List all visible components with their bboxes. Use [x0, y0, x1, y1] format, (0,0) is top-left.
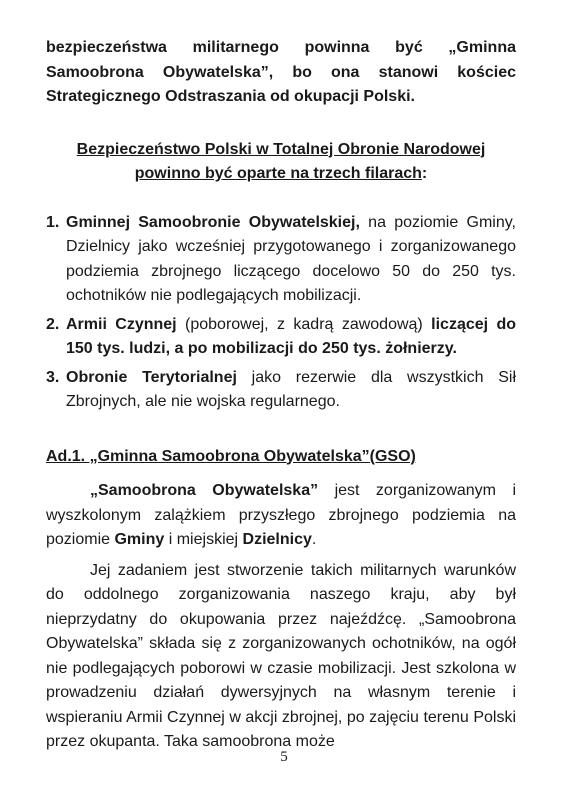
- pillar-description-bold: liczącej do 150 tys. ludzi, a po mobilizacji do 250 tys. żołnierzy.: [66, 315, 517, 357]
- pillar-title: Obronie Terytorialnej: [66, 368, 237, 386]
- paragraph-text: .: [311, 531, 317, 548]
- document-page: [46, 36, 516, 755]
- pillar-number: 1.: [46, 213, 60, 231]
- section-heading: [46, 138, 516, 187]
- term-gminy: Gminy: [114, 531, 165, 548]
- heading-line-2-text: powinno być oparte na trzech filarach: [134, 165, 422, 182]
- pillar-item-2: [46, 313, 516, 362]
- pillar-description: jako rezerwie dla wszystkich Sił Zbrojnych, ale nie wojska regularnego.: [66, 368, 517, 410]
- pillar-item-3: [46, 366, 516, 415]
- subsection-title: Ad.1. „Gminna Samoobrona Obywatelska”(GSO): [46, 447, 416, 465]
- pillar-title: Gminnej Samoobronie Obywatelskiej,: [66, 213, 360, 231]
- intro-paragraph: bezpieczeństwa militarnego powinna być „Gminna Samoobrona Obywatelska”, bo ona stanowi kościec Strategicznego Odstraszania od okupacji Polski.: [46, 39, 516, 105]
- pillar-description: na poziomie Gminy, Dzielnicy jako wcześniej przygotowanego i zorganizowanego podziemia zbrojnego liczącego docelowo 50 do 250 tys. ochotników nie podlegających mobilizacji.: [66, 213, 516, 304]
- pillar-number: 3.: [46, 368, 60, 386]
- term-samoobrona: „Samoobrona Obywatelska”: [90, 482, 319, 499]
- page-number: 5: [280, 749, 288, 765]
- pillars-list: [46, 211, 516, 415]
- pillar-item-1: [46, 211, 516, 309]
- term-dzielnicy: Dzielnicy: [242, 531, 312, 548]
- pillar-title: Armii Czynnej: [66, 315, 177, 333]
- paragraph-text: jest zorganizowanym i wyszkolonym zalążkiem przyszłego zbrojnego podziemia na poziomie: [46, 482, 517, 548]
- heading-line-1: [46, 138, 516, 163]
- heading-colon: :: [421, 165, 428, 182]
- body-paragraph-2: Jej zadaniem jest stworzenie takich militarnych warunków do oddolnego zorganizowania naszego kraju, aby był nieprzydatny do okupowania przez najeźdźcę. „Samoobrona Obywatelska” składa się z zorganizowanych ochotników, na ogół nie podlegających poborowi w czasie mobilizacji. Jest szkolona w prowadzeniu działań dywersyjnych na własnym terenie i wspieraniu Armii Czynnej w akcji zbrojnej, po zajęciu terenu Polski przez okupanta. Taka samoobrona może: [46, 561, 516, 750]
- paragraph-text: i miejskiej: [164, 531, 243, 548]
- heading-line-2: [46, 162, 516, 187]
- pillar-description: (poborowej, z kadrą zawodową): [176, 315, 432, 333]
- heading-line-1-text: Bezpieczeństwo Polski w Totalnej Obronie Narodowej: [76, 140, 486, 158]
- pillar-number: 2.: [46, 315, 60, 333]
- body-paragraph-1: [46, 479, 516, 553]
